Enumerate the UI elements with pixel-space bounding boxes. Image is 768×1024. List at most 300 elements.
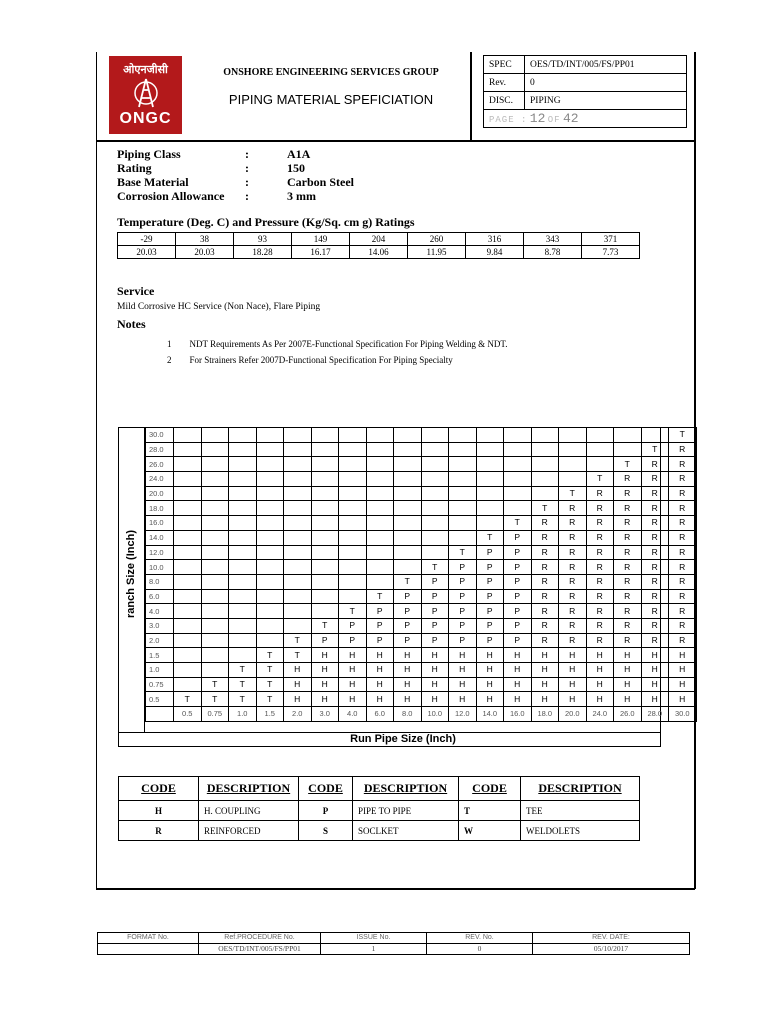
branch-code-cell — [256, 472, 284, 487]
branch-code-cell: T — [256, 648, 284, 663]
branch-code-cell: R — [669, 516, 697, 531]
description-header: DESCRIPTION — [199, 777, 299, 801]
branch-code-cell: P — [421, 618, 449, 633]
branch-code-cell — [421, 486, 449, 501]
branch-code-cell — [174, 589, 202, 604]
piping-info-sep: : — [245, 161, 249, 175]
branch-code-cell: R — [669, 589, 697, 604]
temperature-cell: 149 — [292, 233, 350, 246]
branch-code-cell — [284, 457, 312, 472]
branch-size-label: 8.0 — [146, 574, 174, 589]
branch-code-cell: P — [504, 589, 532, 604]
run-size-label: 1.5 — [256, 707, 284, 722]
branch-row — [146, 692, 697, 707]
piping-info-value: A1A — [287, 147, 311, 161]
branch-code-cell: R — [641, 618, 669, 633]
branch-code-cell — [229, 589, 257, 604]
branch-code-cell: R — [641, 560, 669, 575]
branch-code-cell — [531, 472, 559, 487]
branch-code-cell: H — [366, 677, 394, 692]
ongc-logo — [109, 56, 182, 134]
branch-code-cell: R — [586, 574, 614, 589]
branch-code-cell: H — [559, 677, 587, 692]
branch-code-cell: R — [531, 633, 559, 648]
branch-code-cell: P — [504, 618, 532, 633]
branch-code-cell — [339, 457, 367, 472]
branch-code-cell: R — [586, 501, 614, 516]
page-frame-bottom — [96, 888, 695, 890]
branch-row — [146, 604, 697, 619]
branch-code-cell — [174, 530, 202, 545]
branch-code-cell — [504, 472, 532, 487]
branch-code-cell: H — [504, 648, 532, 663]
branch-code-cell — [201, 486, 229, 501]
branch-code-cell: R — [586, 516, 614, 531]
branch-code-cell: R — [531, 530, 559, 545]
temperature-cell: -29 — [118, 233, 176, 246]
branch-code-cell: P — [449, 560, 477, 575]
branch-code-cell — [284, 428, 312, 443]
branch-code-cell — [256, 618, 284, 633]
branch-code-cell — [256, 604, 284, 619]
branch-code-cell: P — [339, 633, 367, 648]
description-header: DESCRIPTION — [521, 777, 640, 801]
branch-code-cell: H — [669, 663, 697, 678]
branch-code-cell: P — [394, 589, 422, 604]
branch-code-cell: T — [201, 692, 229, 707]
branch-code-cell — [366, 486, 394, 501]
temperature-cell: 343 — [524, 233, 582, 246]
branch-code-cell — [586, 442, 614, 457]
branch-code-cell: T — [256, 692, 284, 707]
piping-info-label: Base Material — [117, 175, 189, 189]
branch-row — [146, 530, 697, 545]
branch-size-label: 1.5 — [146, 648, 174, 663]
branch-code-cell: H — [284, 692, 312, 707]
code-cell: H — [119, 801, 199, 821]
footer-header: ISSUE No. — [321, 933, 427, 944]
branch-code-cell: R — [614, 560, 642, 575]
piping-info-row — [117, 161, 354, 175]
branch-code-cell: R — [614, 604, 642, 619]
branch-code-cell — [174, 428, 202, 443]
branch-code-cell — [531, 428, 559, 443]
note-number: 1 — [167, 339, 172, 349]
branch-code-cell — [476, 428, 504, 443]
branch-code-cell: H — [669, 677, 697, 692]
branch-code-cell — [339, 545, 367, 560]
branch-size-label: 0.75 — [146, 677, 174, 692]
page-indicator — [484, 110, 687, 128]
footer-value: 05/10/2017 — [533, 944, 690, 955]
branch-code-cell — [256, 560, 284, 575]
branch-code-cell — [229, 501, 257, 516]
branch-row — [146, 633, 697, 648]
code-cell: T — [459, 801, 521, 821]
branch-row — [146, 428, 697, 443]
branch-code-cell: R — [586, 486, 614, 501]
branch-code-cell: T — [256, 663, 284, 678]
branch-code-cell: R — [669, 486, 697, 501]
branch-code-cell: R — [641, 574, 669, 589]
pressure-cell: 11.95 — [408, 246, 466, 259]
description-cell: SOCLKET — [353, 821, 459, 841]
branch-code-cell — [366, 545, 394, 560]
branch-code-cell: H — [284, 677, 312, 692]
branch-code-cell: R — [614, 516, 642, 531]
branch-code-cell — [284, 560, 312, 575]
footer-header: FORMAT No. — [98, 933, 199, 944]
branch-code-cell — [394, 428, 422, 443]
branch-code-cell: P — [421, 574, 449, 589]
branch-code-cell: R — [614, 633, 642, 648]
branch-code-cell: T — [174, 692, 202, 707]
run-size-label: 16.0 — [504, 707, 532, 722]
footer-table — [97, 932, 690, 955]
branch-code-cell — [256, 486, 284, 501]
branch-code-cell — [504, 486, 532, 501]
run-size-label: 2.0 — [284, 707, 312, 722]
piping-info-row — [117, 189, 354, 203]
description-header: DESCRIPTION — [353, 777, 459, 801]
branch-code-cell — [504, 428, 532, 443]
branch-code-cell: P — [476, 560, 504, 575]
branch-code-cell: P — [366, 618, 394, 633]
branch-code-cell — [256, 457, 284, 472]
piping-info-value: 150 — [287, 161, 305, 175]
branch-code-cell — [366, 530, 394, 545]
branch-row — [146, 663, 697, 678]
branch-code-cell — [366, 574, 394, 589]
page-number: 12 — [529, 111, 546, 126]
branch-code-cell: R — [641, 486, 669, 501]
branch-code-cell: R — [586, 633, 614, 648]
branch-code-cell — [504, 457, 532, 472]
branch-code-cell — [614, 428, 642, 443]
branch-row — [146, 648, 697, 663]
temperature-cell: 38 — [176, 233, 234, 246]
branch-code-cell: H — [284, 663, 312, 678]
branch-code-cell — [256, 501, 284, 516]
branch-code-cell: H — [504, 663, 532, 678]
branch-code-cell — [201, 648, 229, 663]
branch-code-cell — [174, 442, 202, 457]
page-total: 42 — [562, 111, 579, 126]
spec-key: DISC. — [484, 92, 525, 110]
header-divider — [96, 140, 695, 142]
branch-code-cell — [449, 442, 477, 457]
footer-value-row — [98, 944, 690, 955]
branch-code-cell: R — [614, 618, 642, 633]
spec-row — [484, 56, 687, 74]
branch-code-cell: R — [669, 545, 697, 560]
branch-code-cell: R — [669, 501, 697, 516]
branch-code-cell — [201, 560, 229, 575]
branch-code-cell: H — [586, 663, 614, 678]
branch-row — [146, 560, 697, 575]
branch-code-cell — [641, 428, 669, 443]
branch-size-label: 2.0 — [146, 633, 174, 648]
run-size-label: 4.0 — [339, 707, 367, 722]
branch-code-cell — [586, 457, 614, 472]
description-cell: REINFORCED — [199, 821, 299, 841]
branch-code-cell: H — [614, 663, 642, 678]
branch-code-cell — [229, 633, 257, 648]
pressure-cell: 16.17 — [292, 246, 350, 259]
branch-code-cell — [201, 545, 229, 560]
branch-code-cell — [229, 574, 257, 589]
footer-header: REV. DATE: — [533, 933, 690, 944]
branch-code-cell: R — [614, 486, 642, 501]
branch-code-cell — [394, 457, 422, 472]
branch-code-cell: R — [614, 530, 642, 545]
branch-code-cell: R — [641, 457, 669, 472]
branch-code-cell: P — [394, 633, 422, 648]
run-size-label: 24.0 — [586, 707, 614, 722]
branch-code-cell — [229, 516, 257, 531]
branch-code-cell — [284, 472, 312, 487]
branch-code-cell: H — [339, 663, 367, 678]
branch-code-cell — [201, 589, 229, 604]
branch-code-cell: P — [449, 574, 477, 589]
branch-code-cell — [256, 545, 284, 560]
branch-code-cell: H — [339, 692, 367, 707]
branch-size-label: 1.0 — [146, 663, 174, 678]
branch-code-cell: T — [339, 604, 367, 619]
branch-code-cell: P — [476, 633, 504, 648]
run-size-label: 28.0 — [641, 707, 669, 722]
branch-code-cell: R — [614, 574, 642, 589]
branch-row — [146, 501, 697, 516]
branch-code-cell: H — [586, 648, 614, 663]
piping-info — [117, 147, 354, 203]
branch-code-cell: P — [449, 618, 477, 633]
organization-name: ONSHORE ENGINEERING SERVICES GROUP — [223, 67, 439, 78]
run-size-label: 18.0 — [531, 707, 559, 722]
branch-code-cell — [174, 516, 202, 531]
branch-code-cell — [394, 560, 422, 575]
branch-code-cell: H — [449, 648, 477, 663]
branch-code-cell: H — [641, 692, 669, 707]
branch-code-cell: H — [366, 663, 394, 678]
run-size-label: 1.0 — [229, 707, 257, 722]
branch-code-cell: H — [449, 677, 477, 692]
branch-code-cell — [229, 486, 257, 501]
branch-code-cell: R — [641, 501, 669, 516]
branch-code-cell — [449, 516, 477, 531]
branch-code-cell: R — [669, 457, 697, 472]
branch-code-cell: P — [366, 604, 394, 619]
branch-code-cell: H — [311, 663, 339, 678]
branch-code-cell — [531, 457, 559, 472]
branch-code-cell: H — [394, 648, 422, 663]
footer-header: Ref.PROCEDURE No. — [199, 933, 321, 944]
branch-code-cell: R — [531, 618, 559, 633]
run-size-label: 12.0 — [449, 707, 477, 722]
note-number: 2 — [167, 355, 172, 365]
piping-info-sep: : — [245, 147, 249, 161]
y-axis-label: ranch Size (Inch) — [125, 529, 137, 619]
page-label: PAGE : — [489, 115, 528, 125]
branch-code-cell: R — [586, 560, 614, 575]
document-title: PIPING MATERIAL SPEFICIATION — [228, 92, 434, 107]
branch-code-cell: R — [669, 560, 697, 575]
branch-code-cell: H — [586, 677, 614, 692]
branch-code-cell: R — [531, 604, 559, 619]
branch-code-cell — [311, 574, 339, 589]
branch-code-cell — [394, 530, 422, 545]
spec-value: PIPING — [525, 92, 687, 110]
branch-code-cell: H — [394, 663, 422, 678]
branch-code-cell: R — [559, 633, 587, 648]
branch-code-cell: H — [421, 692, 449, 707]
code-legend-row — [119, 801, 640, 821]
code-legend-row — [119, 821, 640, 841]
piping-info-value: Carbon Steel — [287, 175, 354, 189]
branch-code-cell — [504, 501, 532, 516]
branch-code-cell — [339, 560, 367, 575]
piping-info-label: Corrosion Allowance — [117, 189, 225, 203]
branch-size-label: 12.0 — [146, 545, 174, 560]
branch-size-label: 30.0 — [146, 428, 174, 443]
branch-code-cell — [339, 442, 367, 457]
branch-code-cell — [201, 574, 229, 589]
branch-code-cell — [229, 457, 257, 472]
footer-header-row — [98, 933, 690, 944]
branch-code-cell — [311, 530, 339, 545]
branch-row — [146, 457, 697, 472]
branch-code-cell: H — [641, 663, 669, 678]
branch-row — [146, 589, 697, 604]
branch-code-cell: T — [559, 486, 587, 501]
branch-code-cell: P — [449, 589, 477, 604]
branch-code-cell: H — [366, 692, 394, 707]
x-axis-label: Run Pipe Size (Inch) — [350, 733, 456, 745]
branch-code-cell: H — [531, 648, 559, 663]
code-legend-table — [118, 776, 640, 841]
branch-size-label: 16.0 — [146, 516, 174, 531]
branch-code-cell — [229, 618, 257, 633]
temperature-cell: 204 — [350, 233, 408, 246]
branch-code-cell: H — [449, 663, 477, 678]
branch-code-cell — [174, 486, 202, 501]
branch-row — [146, 545, 697, 560]
branch-code-cell — [201, 618, 229, 633]
branch-code-cell: T — [366, 589, 394, 604]
branch-code-cell — [311, 501, 339, 516]
branch-code-cell — [339, 486, 367, 501]
run-size-label: 8.0 — [394, 707, 422, 722]
branch-code-cell — [284, 530, 312, 545]
branch-code-cell: R — [641, 633, 669, 648]
branch-code-cell: H — [559, 692, 587, 707]
branch-size-label: 4.0 — [146, 604, 174, 619]
branch-code-cell — [311, 545, 339, 560]
branch-code-cell: R — [641, 516, 669, 531]
service-title: Service — [117, 284, 155, 298]
branch-code-cell — [476, 501, 504, 516]
page-row — [484, 110, 687, 128]
branch-code-cell — [449, 472, 477, 487]
branch-code-cell: H — [476, 677, 504, 692]
branch-row — [146, 574, 697, 589]
branch-code-cell — [339, 574, 367, 589]
branch-code-cell — [339, 530, 367, 545]
code-cell: P — [299, 801, 353, 821]
piping-info-value: 3 mm — [287, 189, 316, 203]
run-size-label: 30.0 — [669, 707, 697, 722]
branch-code-cell — [284, 501, 312, 516]
branch-code-cell — [586, 428, 614, 443]
footer-value: OES/TD/INT/005/FS/PP01 — [199, 944, 321, 955]
branch-code-cell: H — [476, 648, 504, 663]
temperature-cell: 371 — [582, 233, 640, 246]
notes-title: Notes — [117, 317, 146, 331]
note-text: For Strainers Refer 2007D-Functional Specification For Piping Specialty — [189, 355, 453, 365]
branch-code-cell: R — [641, 530, 669, 545]
branch-code-cell — [449, 486, 477, 501]
branch-code-cell: H — [614, 677, 642, 692]
branch-code-cell: H — [339, 677, 367, 692]
run-size-label: 0.75 — [201, 707, 229, 722]
branch-code-cell: H — [421, 663, 449, 678]
branch-code-cell: T — [614, 457, 642, 472]
branch-code-cell: H — [476, 692, 504, 707]
branch-code-cell — [284, 589, 312, 604]
spec-value: 0 — [525, 74, 687, 92]
branch-code-cell: P — [476, 545, 504, 560]
branch-code-cell: H — [449, 692, 477, 707]
branch-code-cell: P — [504, 560, 532, 575]
code-header: CODE — [459, 777, 521, 801]
branch-row — [146, 442, 697, 457]
branch-code-cell — [449, 428, 477, 443]
branch-code-cell — [174, 663, 202, 678]
piping-info-label: Piping Class — [117, 147, 181, 161]
branch-code-cell — [229, 442, 257, 457]
spec-row — [484, 92, 687, 110]
branch-code-cell: R — [669, 530, 697, 545]
branch-code-cell: T — [201, 677, 229, 692]
branch-code-cell: T — [504, 516, 532, 531]
branch-code-cell: T — [669, 428, 697, 443]
branch-code-cell — [421, 516, 449, 531]
run-size-label: 0.5 — [174, 707, 202, 722]
branch-size-label: 24.0 — [146, 472, 174, 487]
description-cell: H. COUPLING — [199, 801, 299, 821]
service-text: Mild Corrosive HC Service (Non Nace), Flare Piping — [117, 302, 321, 312]
spec-row — [484, 74, 687, 92]
run-size-row — [146, 707, 697, 722]
branch-code-cell — [559, 428, 587, 443]
note-item — [167, 350, 453, 368]
branch-code-cell — [229, 560, 257, 575]
branch-code-cell: R — [531, 545, 559, 560]
pressure-cell: 20.03 — [176, 246, 234, 259]
branch-code-cell — [421, 428, 449, 443]
branch-code-cell: T — [229, 663, 257, 678]
branch-code-cell — [311, 560, 339, 575]
branch-size-label: 0.5 — [146, 692, 174, 707]
branch-code-cell: T — [476, 530, 504, 545]
ratings-title: Temperature (Deg. C) and Pressure (Kg/Sq. cm g) Ratings — [117, 215, 415, 229]
branch-code-cell — [284, 574, 312, 589]
branch-code-cell: H — [531, 692, 559, 707]
branch-code-cell — [256, 428, 284, 443]
branch-code-cell — [229, 545, 257, 560]
branch-code-cell — [559, 457, 587, 472]
branch-code-cell — [366, 560, 394, 575]
